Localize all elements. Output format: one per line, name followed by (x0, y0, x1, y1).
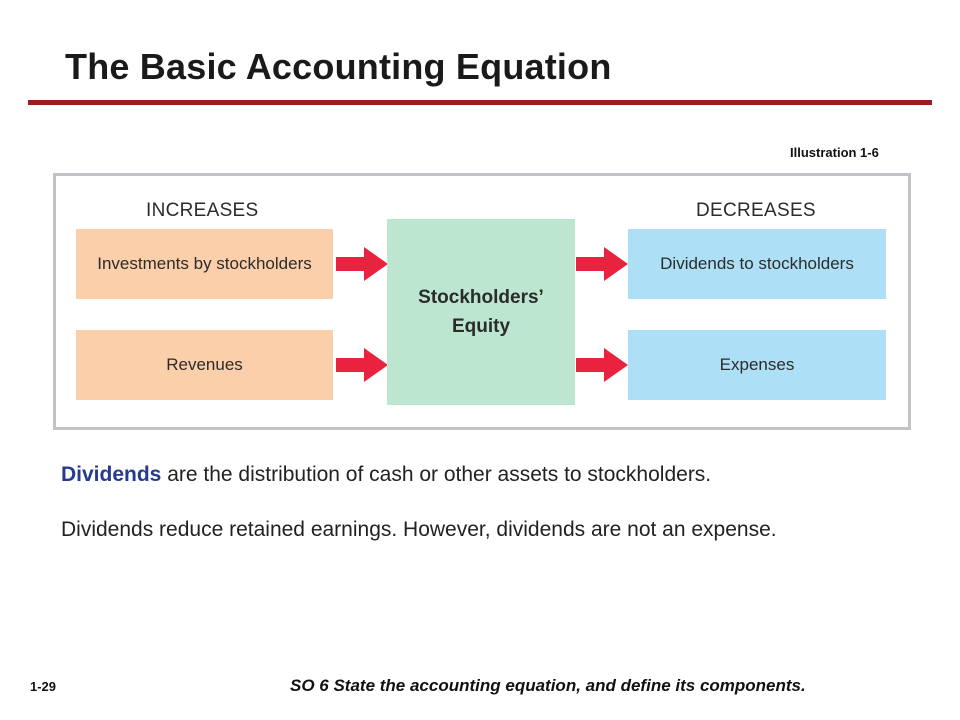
diagram-frame (53, 173, 911, 430)
right-arrow-icon (576, 348, 628, 382)
dividends-keyword: Dividends (61, 463, 162, 486)
stockholders-equity-box (387, 219, 575, 405)
study-objective: SO 6 State the accounting equation, and define its components. (290, 676, 806, 695)
dividends-note: Dividends reduce retained earnings. However, dividends are not an expense. (61, 518, 777, 541)
center-label-line1: Stockholders’ (418, 287, 544, 308)
increase-item-investments: Investments by stockholders (76, 229, 333, 299)
right-arrow-icon (336, 247, 388, 281)
increase-item-revenues: Revenues (76, 330, 333, 400)
page-number: 1-29 (30, 679, 57, 694)
center-label-line2: Equity (451, 316, 511, 337)
decreases-header: DECREASES (696, 200, 816, 221)
dividends-definition (61, 458, 711, 491)
decrease-item-expenses: Expenses (628, 330, 886, 400)
increases-header: INCREASES (146, 200, 259, 221)
title-divider (28, 100, 932, 105)
decrease-item-dividends: Dividends to stockholders (628, 229, 886, 299)
slide-title: The Basic Accounting Equation (65, 46, 612, 87)
illustration-label: Illustration 1-6 (790, 145, 879, 160)
dividends-definition-text: are the distribution of cash or other assets to stockholders. (161, 463, 712, 486)
right-arrow-icon (336, 348, 388, 382)
right-arrow-icon (576, 247, 628, 281)
